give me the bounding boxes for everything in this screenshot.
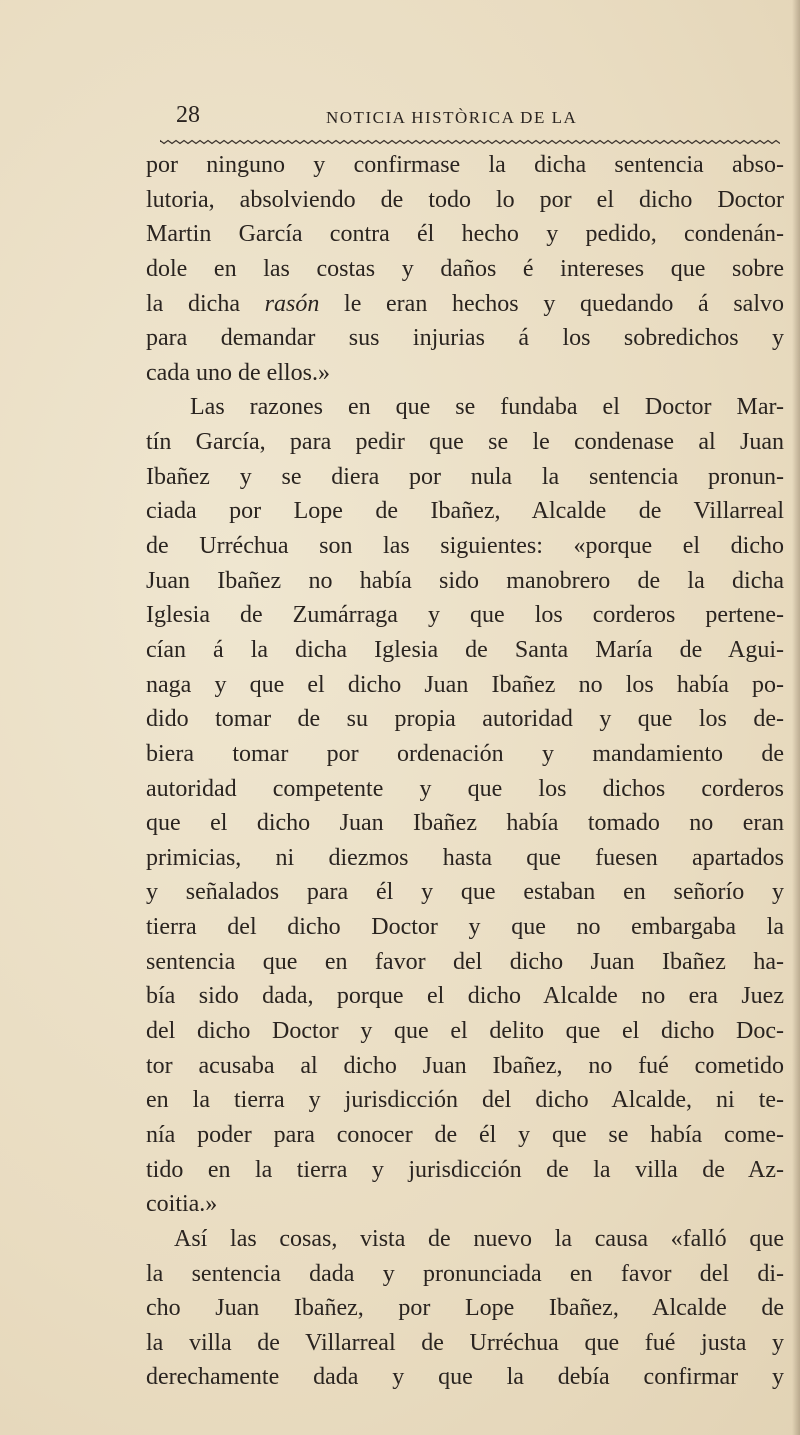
running-title: NOTICIA HISTÒRICA DE LA <box>326 108 578 127</box>
text-line: que el dicho Juan Ibañez había tomado no eran <box>146 810 784 837</box>
text-line: Juan Ibañez no había sido manobrero de la dicha <box>146 567 784 594</box>
text-line: en la tierra y jurisdicción del dicho Alcalde, ni te- <box>146 1087 784 1114</box>
text-line: tierra del dicho Doctor y que no embargaba la <box>146 914 784 941</box>
text-line: para demandar sus injurias á los sobredichos y <box>146 325 784 352</box>
italic-word: rasón <box>264 290 320 317</box>
text-line: la sentencia dada y pronunciada en favor del di- <box>146 1260 784 1287</box>
text-line: tín García, para pedir que se le condenase al Juan <box>146 429 784 456</box>
text-line: naga y que el dicho Juan Ibañez no los había po- <box>146 671 784 698</box>
text-line: Ibañez y se diera por nula la sentencia pronun- <box>146 463 784 490</box>
text-line: Así las cosas, vista de nuevo la causa «falló que <box>174 1225 784 1252</box>
text-line: ciada por Lope de Ibañez, Alcalde de Villarreal <box>146 498 784 525</box>
text-line: primicias, ni diezmos hasta que fuesen apartados <box>146 844 784 871</box>
text-line: dole en las costas y daños é intereses que sobre <box>146 255 784 282</box>
text-line: del dicho Doctor y que el delito que el dicho Doc- <box>146 1018 784 1045</box>
text-line: la villa de Villarreal de Urréchua que fué justa y <box>146 1329 784 1356</box>
text-line: lutoria, absolviendo de todo lo por el dicho Doctor <box>146 186 784 213</box>
text-line: nía poder para conocer de él y que se había come- <box>146 1121 784 1148</box>
text-line: cían á la dicha Iglesia de Santa María de Agui- <box>146 636 784 663</box>
text-line: biera tomar por ordenación y mandamiento de <box>146 740 784 767</box>
page-header <box>160 102 780 136</box>
paragraph-1 <box>146 148 784 390</box>
text-line: autoridad competente y que los dichos corderos <box>146 775 784 802</box>
text-line: sentencia que en favor del dicho Juan Ibañez ha- <box>146 948 784 975</box>
page-edge-shadow <box>792 0 800 1435</box>
paragraph-3 <box>146 1222 784 1395</box>
text-line: tor acusaba al dicho Juan Ibañez, no fué cometido <box>146 1052 784 1079</box>
body-text <box>146 148 784 1395</box>
text-line: por ninguno y confirmase la dicha sentencia abso- <box>146 152 784 178</box>
text-line: tido en la tierra y jurisdicción de la villa de Az- <box>146 1156 784 1183</box>
paragraph-2 <box>146 390 784 1221</box>
text-line: cada uno de ellos.» <box>146 359 330 386</box>
text-line: cho Juan Ibañez, por Lope Ibañez, Alcalde de <box>146 1295 784 1322</box>
text-line: coitia.» <box>146 1191 218 1218</box>
text-line: bía sido dada, porque el dicho Alcalde no era Juez <box>146 983 784 1010</box>
text-line: Las razones en que se fundaba el Doctor Mar- <box>190 394 784 421</box>
text-line: Iglesia de Zumárraga y que los corderos pertene- <box>146 602 784 629</box>
text-line: derechamente dada y que la debía confirmar y <box>146 1364 784 1391</box>
header-rule <box>160 138 780 146</box>
text-line: dido tomar de su propia autoridad y que los de- <box>146 706 784 733</box>
text-line <box>146 287 784 322</box>
text-line: y señalados para él y que estaban en señorío y <box>146 879 784 906</box>
text-line: de Urréchua son las siguientes: «porque el dicho <box>146 533 784 560</box>
page-number: 28 <box>176 102 200 128</box>
text-line: Martin García contra él hecho y pedido, condenán- <box>146 221 784 248</box>
text-segment: le eran hechos y quedando á salvo <box>319 290 784 317</box>
text-segment: la dicha <box>146 290 265 317</box>
